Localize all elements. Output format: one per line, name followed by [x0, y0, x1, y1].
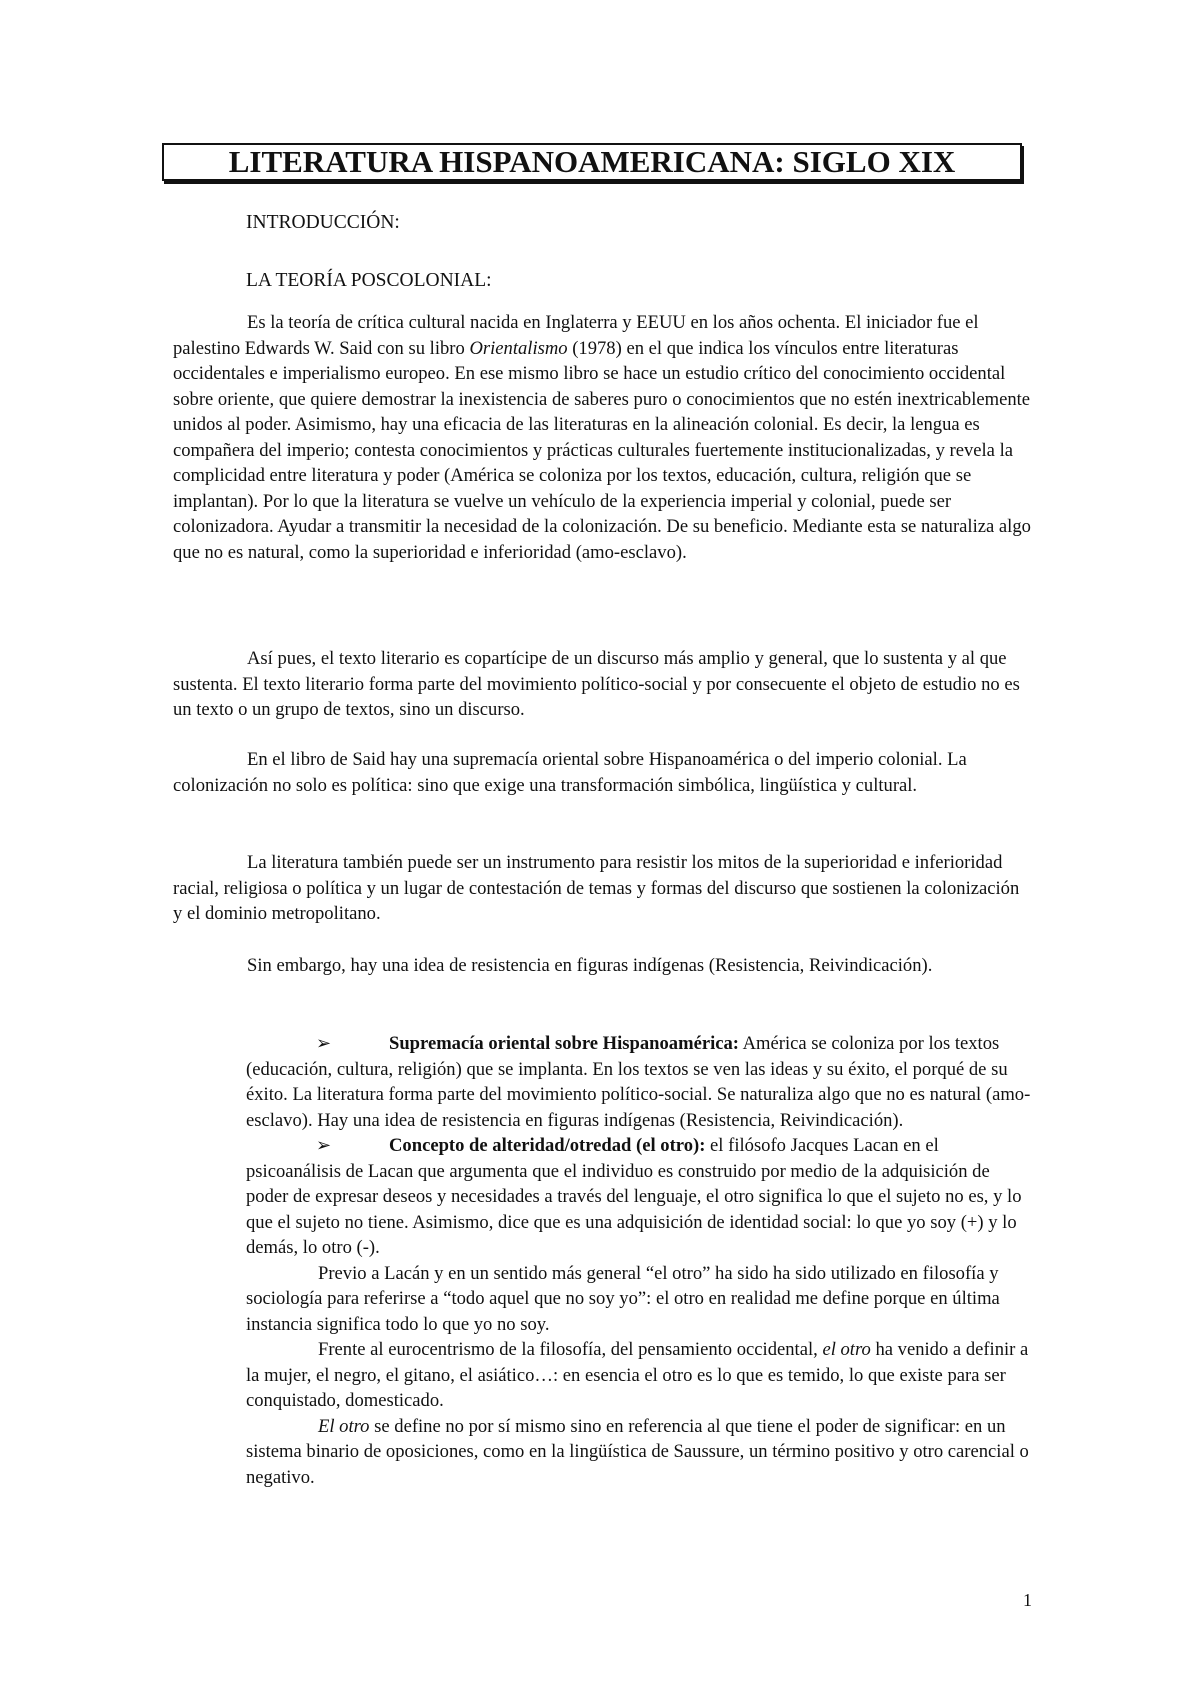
- heading-introduccion: INTRODUCCIÓN:: [246, 212, 400, 233]
- bullet-item-supremacia: ➢ Supremacía oriental sobre Hispanoamérica: América se coloniza por los textos (educación, cultura, religión) que se implanta. En los textos se ven las ideas y su éxito, el porqué de su éxito. La literatura forma parte del movimiento político-social. Se naturaliza algo que no es natural (amo-esclavo). Hay una idea de resistencia en figuras indígenas (Resistencia, Reivindicación).: [246, 1033, 1031, 1131]
- sub-paragraph-1: Previo a Lacán y en un sentido más general “el otro” ha sido ha sido utilizado en filosofía y sociología para referirse a “todo aquel que no soy yo”: el otro en realidad me define porque en última instancia significa todo lo que yo no soy.: [246, 1262, 1000, 1335]
- page-title: LITERATURA HISPANOAMERICANA: SIGLO XIX: [162, 143, 1022, 181]
- paragraph-4: La literatura también puede ser un instrumento para resistir los mitos de la superioridad e inferioridad racial, religiosa o política y un lugar de contestación de temas y formas del discurso que sostienen la colonización y el dominio metropolitano.: [173, 852, 1020, 924]
- arrowhead-icon: ➢: [316, 1135, 332, 1155]
- paragraph-1: Es la teoría de crítica cultural nacida en Inglaterra y EEUU en los años ochenta. El iniciador fue el palestino Edwards W. Said con su libro Orientalismo (1978) en el que indica los vínculos entre literaturas occidentales e imperialismo europeo. En ese mismo libro se hace un estudio crítico del conocimiento occidental sobre oriente, que quiere demostrar la inexistencia de saberes puro o conocimientos que no estén inextricablemente unidos al poder. Asimismo, hay una eficacia de las literaturas en la alineación colonial. Es decir, la lengua es compañera del imperio; contesta conocimientos y prácticas culturales fuertemente institucionalizadas, y revela la complicidad entre literatura y poder (América se coloniza por los textos, educación, cultura, religión que se implantan). Por lo que la literatura se vuelve un vehículo de la experiencia imperial y colonial, puede ser colonizadora. Ayudar a transmitir la necesidad de la colonización. De su beneficio. Mediante esta se naturaliza algo que no es natural, como la superioridad e inferioridad (amo-esclavo).: [173, 312, 1031, 563]
- paragraph-5: Sin embargo, hay una idea de resistencia en figuras indígenas (Resistencia, Reivindicación).: [247, 955, 933, 976]
- page-number: 1: [1023, 1590, 1032, 1610]
- heading-teoria-poscolonial: LA TEORÍA POSCOLONIAL:: [246, 270, 492, 291]
- arrowhead-icon: ➢: [316, 1033, 332, 1053]
- bullet-item-alteridad: ➢ Concepto de alteridad/otredad (el otro): el filósofo Jacques Lacan en el psicoanálisis de Lacan que argumenta que el individuo es construido por medio de la adquisición de poder de expresar deseos y necesidades a través del lenguaje, el otro significa lo que el sujeto no es, y lo que el sujeto no tiene. Asimismo, dice que es una adquisición de identidad social: lo que yo soy (+) y lo demás, lo otro (-).: [246, 1135, 1022, 1258]
- bullet-list: [246, 1031, 1035, 1490]
- sub-paragraph-3: El otro se define no por sí mismo sino en referencia al que tiene el poder de significar: en un sistema binario de oposiciones, como en la lingüística de Saussure, un término positivo y otro carencial o negativo.: [246, 1415, 1029, 1488]
- paragraph-3: En el libro de Said hay una supremacía oriental sobre Hispanoamérica o del imperio colonial. La colonización no solo es política: sino que exige una transformación simbólica, lingüística y cultural.: [173, 749, 967, 796]
- paragraph-2: Así pues, el texto literario es copartícipe de un discurso más amplio y general, que lo sustenta y al que sustenta. El texto literario forma parte del movimiento político-social y por consecuente el objeto de estudio no es un texto o un grupo de textos, sino un discurso.: [173, 648, 1020, 720]
- sub-paragraph-2: Frente al eurocentrismo de la filosofía, del pensamiento occidental, el otro ha venido a definir a la mujer, el negro, el gitano, el asiático…: en esencia el otro es lo que es temido, lo que existe para ser conquistado, domesticado.: [246, 1339, 1029, 1411]
